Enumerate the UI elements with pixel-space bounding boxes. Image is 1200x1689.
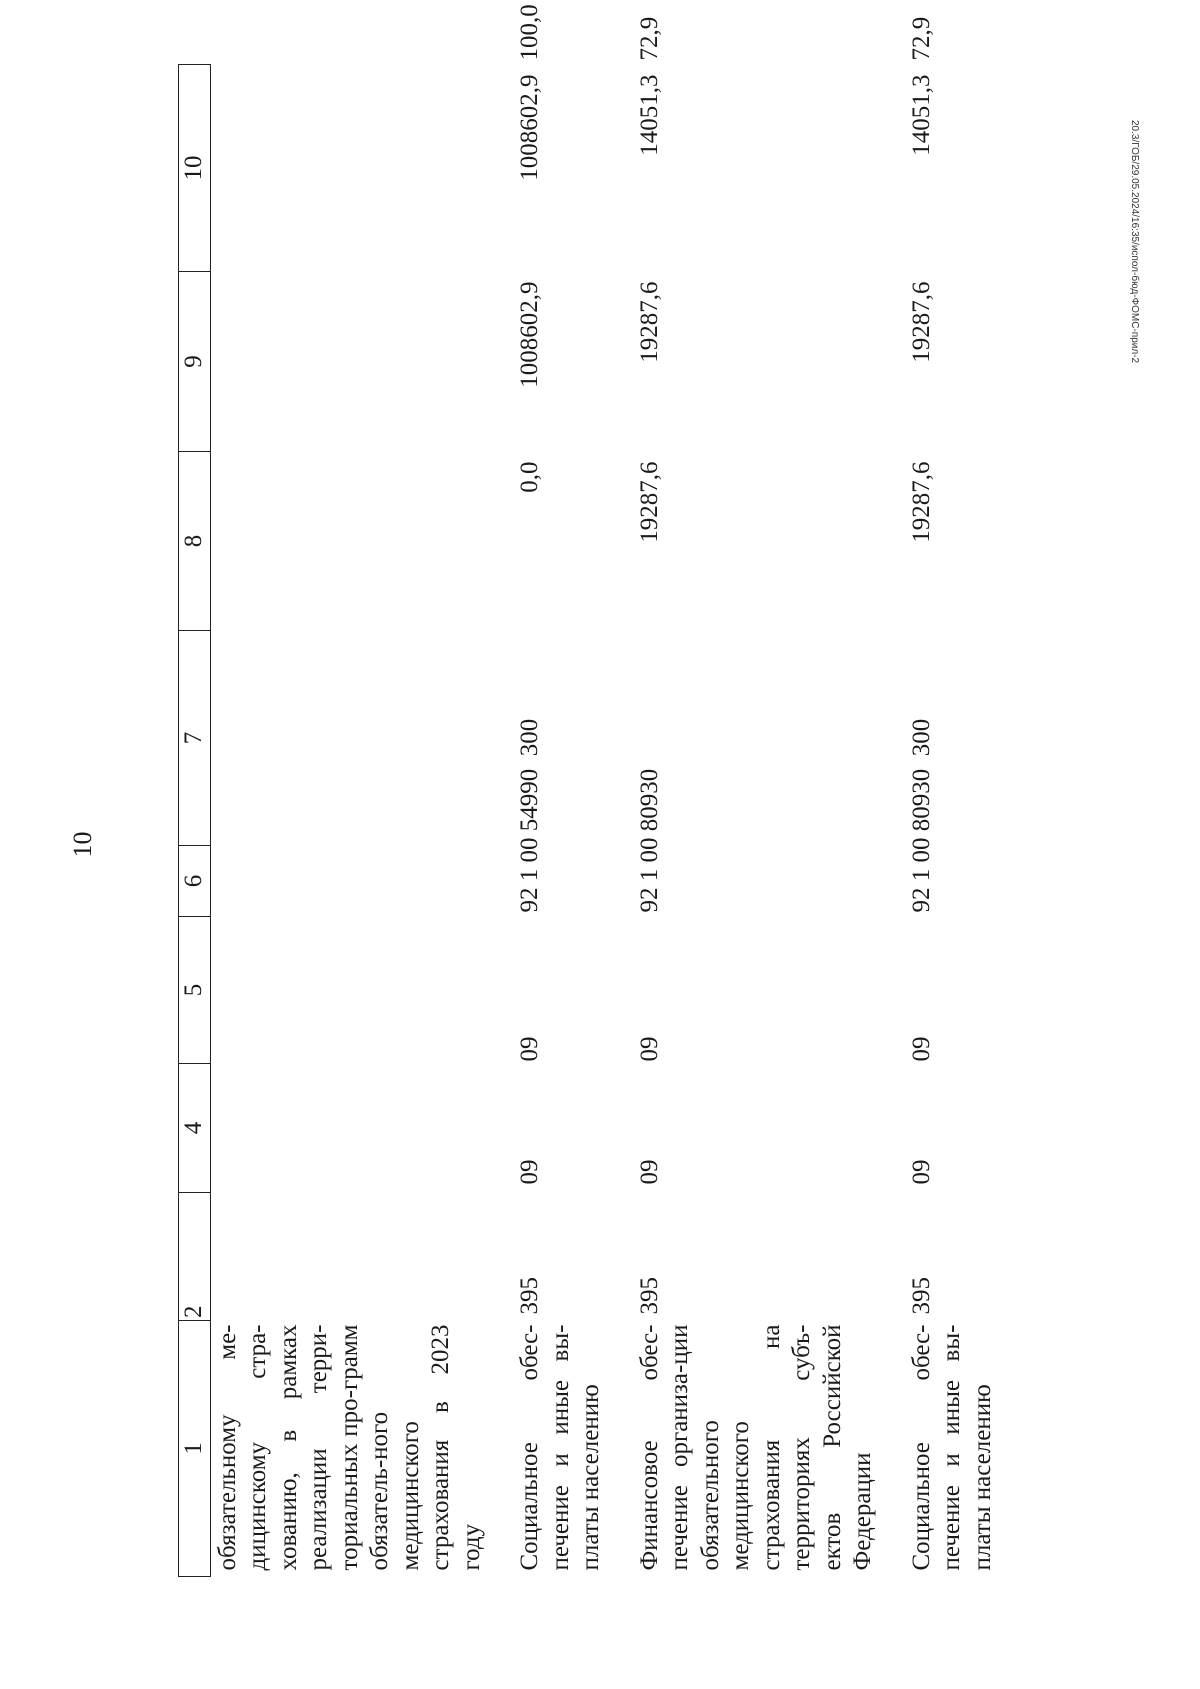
cell-target-article-and-type xyxy=(633,631,905,917)
row-description: Социальное обес-печение и иные вы-платы населению xyxy=(516,1324,604,1571)
table-row: Финансовое обес-печение организа-ции обязательного медицинского страхования на территориях субъ-ектов Российской Федерации 395 09 09 92 1 00 80930 19287,6 19287,6 14051,3 72,9 xyxy=(633,65,905,1577)
cell-executed: 14051,3 xyxy=(907,74,935,156)
cell-approved: 19287,6 xyxy=(635,461,663,543)
column-header: 5 xyxy=(179,917,211,1064)
cell-approved xyxy=(210,452,513,631)
cell-target-article: 92 1 00 54990 xyxy=(516,768,543,913)
page-number: 10 xyxy=(68,831,97,858)
table-row: Социальное обес-печение и иные вы-платы населению 395 09 09 92 1 00 54990 300 0,0 1008602,9 1008602,9 100,0 xyxy=(513,65,633,1577)
cell-executed: 14051,3 xyxy=(635,74,663,156)
cell-expense-type xyxy=(210,631,513,846)
cell-target-article: 92 1 00 80930 xyxy=(635,768,663,913)
table-row xyxy=(210,65,513,1577)
cell-ministry-code xyxy=(210,1193,513,1321)
column-header: 9 xyxy=(179,272,211,452)
row-description: Социальное обес-печение и иные вы-платы населению xyxy=(907,1324,996,1571)
budget-execution-table xyxy=(178,4,1024,1578)
cell-subsection: 09 xyxy=(516,1036,543,1062)
column-header: 8 xyxy=(179,452,211,631)
cell-target-article xyxy=(210,846,513,917)
footer-note-text: 20.3/ГОБ/29.05.2024/16:35/испол-бюд-ФОМС-прил-2 xyxy=(1129,120,1140,364)
table-header-row xyxy=(179,65,211,1577)
cell-section: 09 xyxy=(516,1159,543,1185)
cell-ministry-code: 395 xyxy=(516,1277,543,1315)
cell-refined: 19287,6 xyxy=(907,281,935,363)
cell-ministry-code: 395 xyxy=(635,1277,663,1315)
cell-subsection xyxy=(210,917,513,1064)
cell-executed: 1008602,9 xyxy=(516,74,543,181)
cell-approved: 19287,6 xyxy=(907,461,935,543)
column-header: 10 xyxy=(179,65,211,272)
cell-section xyxy=(210,1064,513,1193)
cell-section: 09 xyxy=(635,1159,663,1185)
cell-refined: 19287,6 xyxy=(635,281,663,363)
cell-target-article-and-type xyxy=(905,631,1025,917)
cell-expense-type: 300 xyxy=(907,718,935,757)
column-header: 7 xyxy=(179,631,211,846)
cell-ministry-code: 395 xyxy=(907,1277,935,1315)
cell-target-article-and-type xyxy=(513,631,633,917)
cell-expense-type: 300 xyxy=(516,718,543,757)
document-footer-note xyxy=(1129,120,1140,363)
column-header: 4 xyxy=(179,1064,211,1193)
cell-target-article: 92 1 00 80930 xyxy=(907,768,935,913)
row-description: Финансовое обес-печение организа-ции обязательного медицинского страхования на территориях субъ-ектов Российской Федерации xyxy=(635,1324,876,1571)
cell-subsection: 09 xyxy=(907,1036,935,1062)
cell-executed xyxy=(210,65,513,272)
cell-refined: 1008602,9 xyxy=(516,281,543,388)
cell-section: 09 xyxy=(907,1159,935,1185)
row-description: обязательному ме-дицинскому стра-хованию, в рамках реализации терри-ториальных про-грамм обязатель-ного медицинского страхования в 2023 году xyxy=(213,1324,485,1571)
column-header: 6 xyxy=(179,846,211,917)
table-row: Социальное обес-печение и иные вы-платы населению 395 09 09 92 1 00 80930 300 19287,6 19287,6 14051,3 72,9 xyxy=(905,65,1025,1577)
column-header: 1 xyxy=(179,1321,211,1577)
column-header: 2 xyxy=(179,1193,211,1321)
cell-refined xyxy=(210,272,513,452)
cell-approved: 0,0 xyxy=(516,461,543,493)
cell-subsection: 09 xyxy=(635,1036,663,1062)
